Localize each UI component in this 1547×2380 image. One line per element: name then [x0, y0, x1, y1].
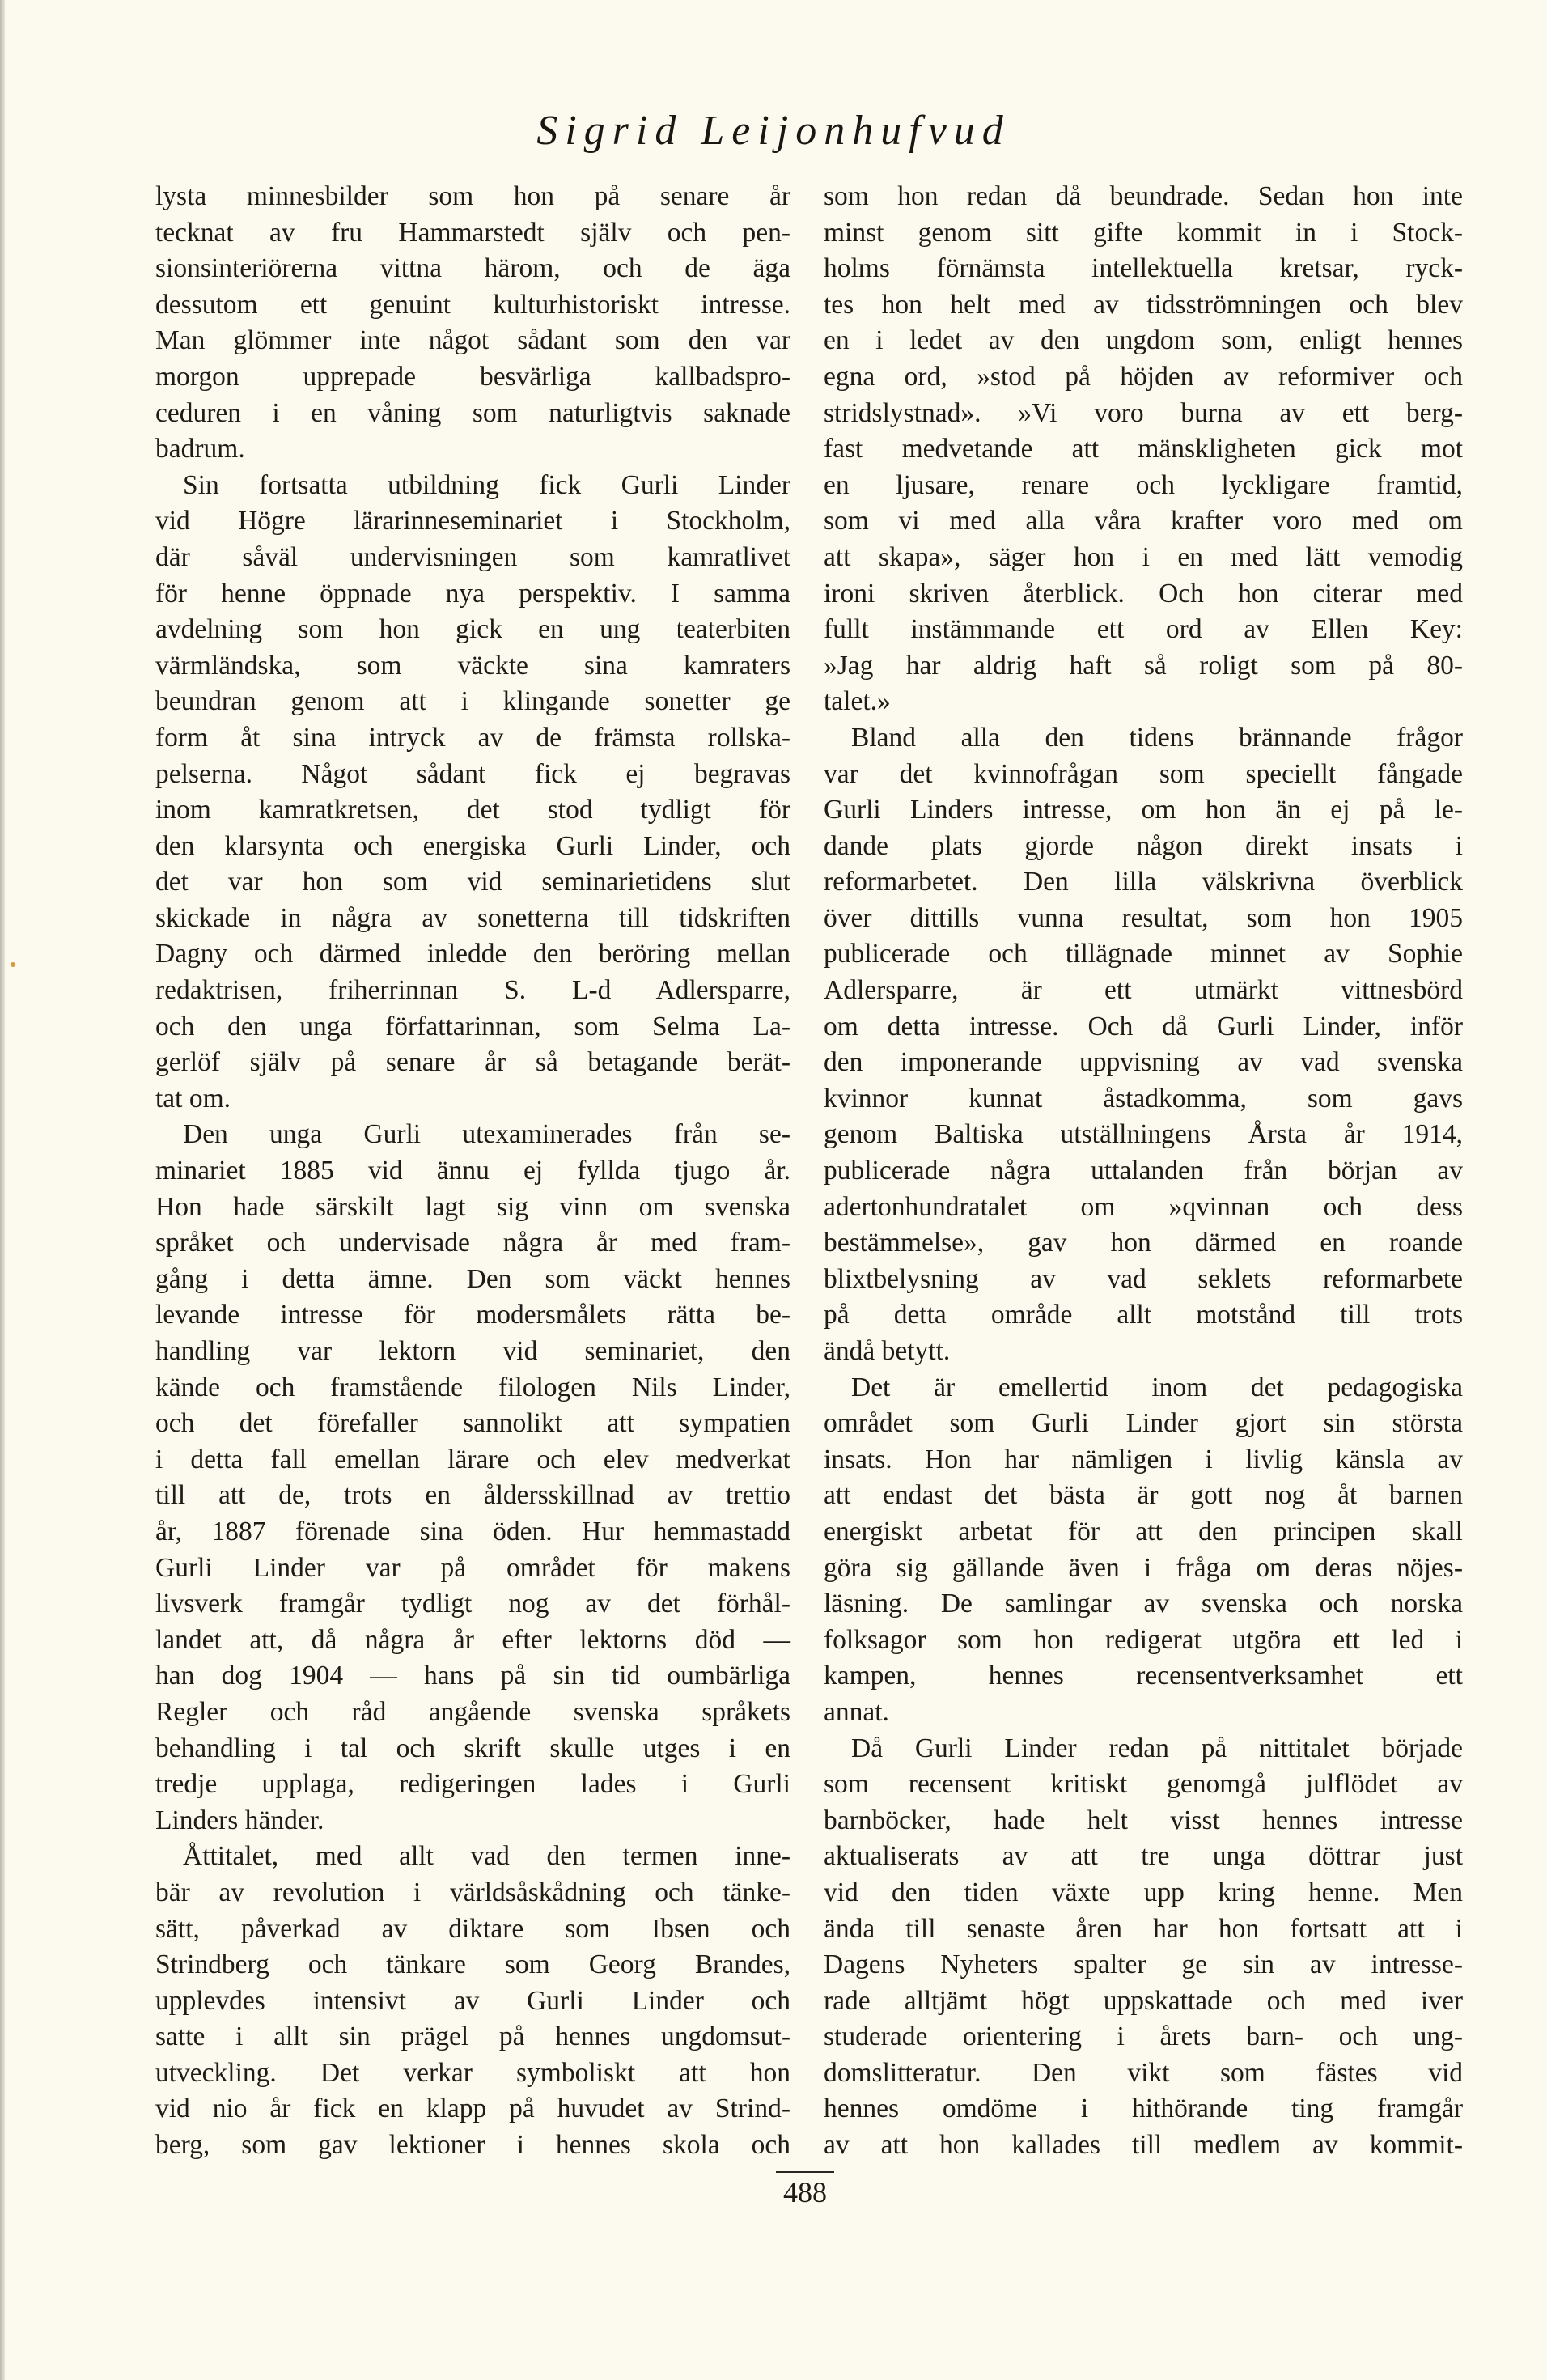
text-line: morgon upprepade besvärliga kallbadspro- [155, 361, 790, 392]
text-line: landet att, då några år efter lektorns död — [155, 1624, 790, 1655]
text-line: lysta minnesbilder som hon på senare år [155, 181, 790, 211]
text-line: dessutom ett genuint kulturhistoriskt intresse. [155, 289, 790, 320]
text-line: hennes omdöme i hithörande ting framgår [824, 2094, 1463, 2124]
text-line: reformarbetet. Den lilla välskrivna överblick [824, 867, 1463, 897]
text-line: barnböcker, hade helt visst hennes intresse [824, 1805, 1463, 1835]
text-line: ironi skriven återblick. Och hon citerar med [824, 578, 1463, 609]
text-line: och det förefaller sannolikt att sympatien [155, 1408, 790, 1439]
page-footer [773, 2171, 837, 2208]
text-line: den klarsynta och energiska Gurli Linder, och [155, 830, 790, 861]
text-line: vid Högre lärarinneseminariet i Stockholm, [155, 506, 790, 537]
text-line: redaktrisen, friherrinnan S. L-d Adlersparre, [155, 975, 790, 1006]
text-line: ändå betytt. [824, 1336, 951, 1366]
text-line: rade alltjämt högt uppskattade och med iver [824, 1985, 1463, 2016]
text-line: vid nio år fick en klapp på huvudet av Strind- [155, 2094, 790, 2124]
text-line: blixtbelysning av vad seklets reformarbete [824, 1263, 1463, 1294]
text-line: en i ledet av den ungdom som, enligt hennes [824, 325, 1463, 356]
text-line: det var hon som vid seminarietidens slut [155, 867, 790, 897]
text-line: Åttitalet, med allt vad den termen inne- [183, 1841, 790, 1872]
text-line: form åt sina intryck av de främsta rollska- [155, 722, 790, 753]
text-line: om detta intresse. Och då Gurli Linder, inför [824, 1011, 1463, 1042]
text-line: minariet 1885 vid ännu ej fyllda tjugo år. [155, 1156, 790, 1186]
text-line: att skapa», säger hon i en med lätt vemodig [824, 541, 1463, 572]
text-line: kampen, hennes recensentverksamhet ett [824, 1661, 1463, 1691]
scan-edge-shadow [0, 0, 5, 2380]
text-line: som hon redan då beundrade. Sedan hon inte [824, 181, 1463, 211]
text-line: satte i allt sin prägel på hennes ungdomsut- [155, 2022, 790, 2052]
text-line: stridslystnad». »Vi voro burna av ett berg- [824, 397, 1463, 428]
text-line: år, 1887 förenade sina öden. Hur hemmastadd [155, 1516, 790, 1546]
paper-speck [11, 962, 15, 967]
text-line: att endast det bästa är gott nog åt barnen [824, 1480, 1463, 1511]
text-line: göra sig gällande även i fråga om deras nöjes- [824, 1552, 1463, 1583]
text-line: som vi med alla våra krafter voro med om [824, 506, 1463, 537]
text-line: sionsinteriörerna vittna härom, och de äga [155, 253, 790, 284]
text-line: publicerade några uttalanden från början av [824, 1156, 1463, 1186]
text-line: skickade in några av sonetterna till tidskriften [155, 902, 790, 933]
text-line: Sin fortsatta utbildning fick Gurli Linder [183, 469, 790, 500]
text-line: han dog 1904 — hans på sin tid oumbärliga [155, 1661, 790, 1691]
text-line: handling var lektorn vid seminariet, den [155, 1336, 790, 1366]
text-line: tredje upplaga, redigeringen lades i Gurli [155, 1769, 790, 1800]
text-line: Hon hade särskilt lagt sig vinn om svenska [155, 1191, 790, 1222]
text-line: utveckling. Det verkar symboliskt att hon [155, 2057, 790, 2088]
text-line: folksagor som hon redigerat utgöra ett led i [824, 1624, 1463, 1655]
text-line: av att hon kallades till medlem av kommit- [824, 2130, 1463, 2161]
text-line: som recensent kritiskt genomgå julflödet av [824, 1769, 1463, 1800]
text-line: Adlersparre, är ett utmärkt vittnesbörd [824, 975, 1463, 1006]
text-line: energiskt arbetat för att den principen skall [824, 1516, 1463, 1546]
text-line: i detta fall emellan lärare och elev medverkat [155, 1444, 790, 1474]
text-line: Man glömmer inte något sådant som den var [155, 325, 790, 356]
text-line: området som Gurli Linder gjort sin största [824, 1408, 1463, 1439]
text-column-right [824, 179, 1463, 2164]
text-line: på detta område allt motstånd till trots [824, 1300, 1463, 1330]
text-line: sätt, påverkad av diktare som Ibsen och [155, 1913, 790, 1944]
text-line: fast medvetande att mänskligheten gick mot [824, 434, 1463, 465]
text-line: Strindberg och tänkare som Georg Brandes, [155, 1949, 790, 1980]
text-line: där såväl undervisningen som kamratlivet [155, 541, 790, 572]
text-line: Gurli Linders intresse, om hon än ej på le- [824, 795, 1463, 825]
text-column-left [155, 179, 790, 2164]
text-line: vid den tiden växte upp kring henne. Men [824, 1877, 1463, 1907]
text-line: över dittills vunna resultat, som hon 1905 [824, 902, 1463, 933]
text-line: talet.» [824, 686, 891, 717]
text-line: Dagens Nyheters spalter ge sin av intresse- [824, 1949, 1463, 1980]
text-line: holms förnämsta intellektuella kretsar, ryck- [824, 253, 1463, 284]
text-line: Bland alla den tidens brännande frågor [851, 722, 1463, 753]
text-line: adertonhundratalet om »qvinnan och dess [824, 1191, 1463, 1222]
text-line: livsverk framgår tydligt nog av det förhål- [155, 1589, 790, 1619]
page-number: 488 [783, 2176, 827, 2208]
text-line: behandling i tal och skrift skulle utges i en [155, 1733, 790, 1763]
text-line: genom Baltiska utställningens Årsta år 1914, [824, 1119, 1463, 1150]
text-line: tes hon helt med av tidsströmningen och blev [824, 289, 1463, 320]
text-line: kände och framstående filologen Nils Linder, [155, 1372, 790, 1402]
text-line: språket och undervisade några år med fram- [155, 1228, 790, 1258]
text-line: Dagny och därmed inledde den beröring mellan [155, 939, 790, 969]
text-line: ceduren i en våning som naturligtvis saknade [155, 397, 790, 428]
text-line: minst genom sitt gifte kommit in i Stock- [824, 217, 1463, 248]
text-line: studerade orientering i årets barn- och ung- [824, 2022, 1463, 2052]
text-line: pelserna. Något sådant fick ej begravas [155, 758, 790, 789]
text-line: tat om. [155, 1083, 231, 1114]
text-line: bär av revolution i världsåskådning och tänke- [155, 1877, 790, 1907]
text-line: gerlöf själv på senare år så betagande berät- [155, 1047, 790, 1078]
text-line: gång i detta ämne. Den som väckt hennes [155, 1263, 790, 1294]
text-line: var det kvinnofrågan som speciellt fångade [824, 758, 1463, 789]
text-line: publicerade och tillägnade minnet av Sophie [824, 939, 1463, 969]
text-line: för henne öppnade nya perspektiv. I samma [155, 578, 790, 609]
text-line: avdelning som hon gick en ung teaterbiten [155, 614, 790, 645]
text-line: läsning. De samlingar av svenska och norska [824, 1589, 1463, 1619]
text-line: egna ord, »stod på höjden av reformiver och [824, 361, 1463, 392]
text-line: »Jag har aldrig haft så roligt som på 80- [824, 650, 1463, 681]
text-line: levande intresse för modersmålets rätta be- [155, 1300, 790, 1330]
text-line: berg, som gav lektioner i hennes skola och [155, 2130, 790, 2161]
text-line: Då Gurli Linder redan på nittitalet började [851, 1733, 1463, 1763]
text-line: bestämmelse», gav hon därmed en roande [824, 1228, 1463, 1258]
text-line: insats. Hon har nämligen i livlig känsla av [824, 1444, 1463, 1474]
text-line: ända till senaste åren har hon fortsatt att i [824, 1913, 1463, 1944]
text-line: Det är emellertid inom det pedagogiska [851, 1372, 1463, 1402]
text-line: upplevdes intensivt av Gurli Linder och [155, 1985, 790, 2016]
text-line: domslitteratur. Den vikt som fästes vid [824, 2057, 1463, 2088]
text-line: inom kamratkretsen, det stod tydligt för [155, 795, 790, 825]
text-line: och den unga författarinnan, som Selma La- [155, 1011, 790, 1042]
text-line: kvinnor kunnat åstadkomma, som gavs [824, 1083, 1463, 1114]
text-line: till att de, trots en åldersskillnad av trettio [155, 1480, 790, 1511]
text-line: dande plats gjorde någon direkt insats i [824, 830, 1463, 861]
text-line: beundran genom att i klingande sonetter ge [155, 686, 790, 717]
text-line: Den unga Gurli utexaminerades från se- [183, 1119, 790, 1150]
text-line: fullt instämmande ett ord av Ellen Key: [824, 614, 1463, 645]
text-line: tecknat av fru Hammarstedt själv och pen- [155, 217, 790, 248]
text-line: annat. [824, 1696, 889, 1727]
running-head: Sigrid Leijonhufvud [536, 108, 1011, 154]
text-line: Gurli Linder var på området för makens [155, 1552, 790, 1583]
text-line: badrum. [155, 434, 245, 465]
text-line: Regler och råd angående svenska språkets [155, 1696, 790, 1727]
text-line: värmländska, som väckte sina kamraters [155, 650, 790, 681]
text-line: en ljusare, renare och lyckligare framtid, [824, 469, 1463, 500]
text-line: den imponerande uppvisning av vad svenska [824, 1047, 1463, 1078]
page-number-rule [776, 2171, 834, 2173]
text-line: aktualiserats av att tre unga döttrar just [824, 1841, 1463, 1872]
text-line: Linders händer. [155, 1805, 324, 1835]
